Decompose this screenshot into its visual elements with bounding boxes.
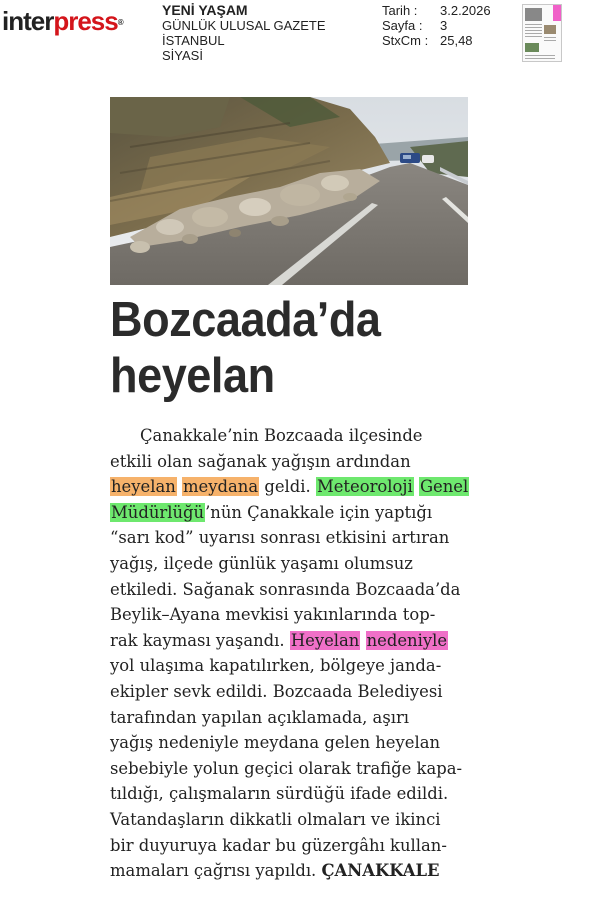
publication-name: YENİ YAŞAM xyxy=(162,2,248,18)
clipping-meta xyxy=(382,3,491,48)
landslide-photo xyxy=(110,97,468,285)
body-line xyxy=(110,705,480,731)
meta-key: Sayfa : xyxy=(382,18,423,33)
thumbnail-photo xyxy=(525,8,542,21)
body-text: etkili olan sağanak yağışın ardından xyxy=(110,451,411,471)
body-text: sebebiyle yolun geçici olarak trafiğe kapa- xyxy=(110,758,463,778)
body-text: etkiledi. Sağanak sonrasında Bozcaada’da xyxy=(110,579,461,599)
page-thumbnail[interactable] xyxy=(522,4,562,62)
body-text: mamaları çağrısı yapıldı. xyxy=(110,861,322,881)
body-text: yol ulaşıma kapatılırken, bölgeye janda- xyxy=(110,656,442,676)
meta-row-size xyxy=(382,33,491,48)
thumbnail-text-line xyxy=(525,24,542,25)
article-body xyxy=(110,423,480,884)
body-text: ’nün Çanakkale için yaptığı xyxy=(205,502,433,522)
body-line xyxy=(110,500,480,526)
body-text: yağış nedeniyle meydana gelen heyelan xyxy=(110,733,441,753)
body-line xyxy=(110,807,480,833)
body-text: Beylik–Ayana mevkisi yakınlarında top- xyxy=(110,605,436,625)
thumbnail-text-line xyxy=(525,58,555,59)
body-line xyxy=(110,474,480,500)
body-line xyxy=(110,602,480,628)
keyword-highlight: Müdürlüğü xyxy=(111,502,205,522)
keyword-highlight: Meteoroloji xyxy=(316,477,413,497)
logo-suffix: press xyxy=(53,6,118,36)
keyword-highlight: nedeniyle xyxy=(366,630,448,650)
meta-value: 25,48 xyxy=(440,33,473,48)
body-text: ekipler sevk edildi. Bozcaada Belediyesi xyxy=(110,681,443,701)
body-line xyxy=(110,449,480,475)
body-line xyxy=(110,653,480,679)
body-line xyxy=(110,551,480,577)
body-line xyxy=(110,730,480,756)
meta-key: StxCm : xyxy=(382,33,429,48)
thumbnail-text-line xyxy=(525,30,542,31)
body-text: tıldığı, çalışmaların sürdüğü ifade edildi. xyxy=(110,784,449,804)
body-text: yağış, ilçede günlük yaşamı olumsuz xyxy=(110,553,413,573)
interpress-logo xyxy=(2,6,123,36)
thumbnail-highlight-marker xyxy=(553,5,561,21)
body-text: “sarı kod” uyarısı sonrası etkisini artıran xyxy=(110,528,450,548)
body-text: rak kayması yaşandı. xyxy=(110,630,290,650)
keyword-highlight: Genel xyxy=(419,477,469,497)
thumbnail-text-line xyxy=(544,40,556,41)
body-line xyxy=(110,423,480,449)
publication-city: İSTANBUL xyxy=(162,33,225,48)
keyword-highlight: heyelan xyxy=(111,477,176,497)
thumbnail-text-line xyxy=(525,36,542,37)
body-line xyxy=(110,679,480,705)
body-text: bir duyuruya kadar bu güzergâhı kullan- xyxy=(110,835,447,855)
body-line xyxy=(110,858,480,884)
body-line xyxy=(110,756,480,782)
meta-value: 3.2.2026 xyxy=(440,3,491,18)
body-text: Vatandaşların dikkatli olmaları ve ikinci xyxy=(110,809,441,829)
article-headline xyxy=(110,292,460,404)
thumbnail-text-line xyxy=(525,27,542,28)
thumbnail-photo xyxy=(525,43,539,52)
meta-value: 3 xyxy=(440,18,448,33)
meta-row-page xyxy=(382,18,491,33)
keyword-highlight: Heyelan xyxy=(290,630,360,650)
thumbnail-photo xyxy=(544,25,556,34)
body-line xyxy=(110,781,480,807)
publication-info xyxy=(162,3,326,63)
body-line xyxy=(110,628,480,654)
logo-prefix: inter xyxy=(2,6,54,36)
body-line xyxy=(110,577,480,603)
body-text: tarafından yapılan açıklamada, aşırı xyxy=(110,707,410,727)
publication-category: SİYASİ xyxy=(162,48,203,63)
meta-key: Tarih : xyxy=(382,3,418,18)
meta-row-date xyxy=(382,3,491,18)
body-line xyxy=(110,525,480,551)
keyword-highlight: meydana xyxy=(183,477,259,497)
publication-type: GÜNLÜK ULUSAL GAZETE xyxy=(162,18,326,33)
headline-line: heyelan xyxy=(110,349,275,403)
thumbnail-text-line xyxy=(525,55,555,56)
headline-line: Bozcaada’da xyxy=(110,293,381,347)
body-line xyxy=(110,833,480,859)
body-text: geldi. xyxy=(259,477,316,497)
logo-registered-mark: ® xyxy=(117,18,123,27)
body-text: Çanakkale’nin Bozcaada ilçesinde xyxy=(140,426,423,445)
thumbnail-text-line xyxy=(544,37,556,38)
dateline-byline: ÇANAKKALE xyxy=(321,861,440,881)
body-text xyxy=(360,631,365,650)
thumbnail-text-line xyxy=(525,33,542,34)
